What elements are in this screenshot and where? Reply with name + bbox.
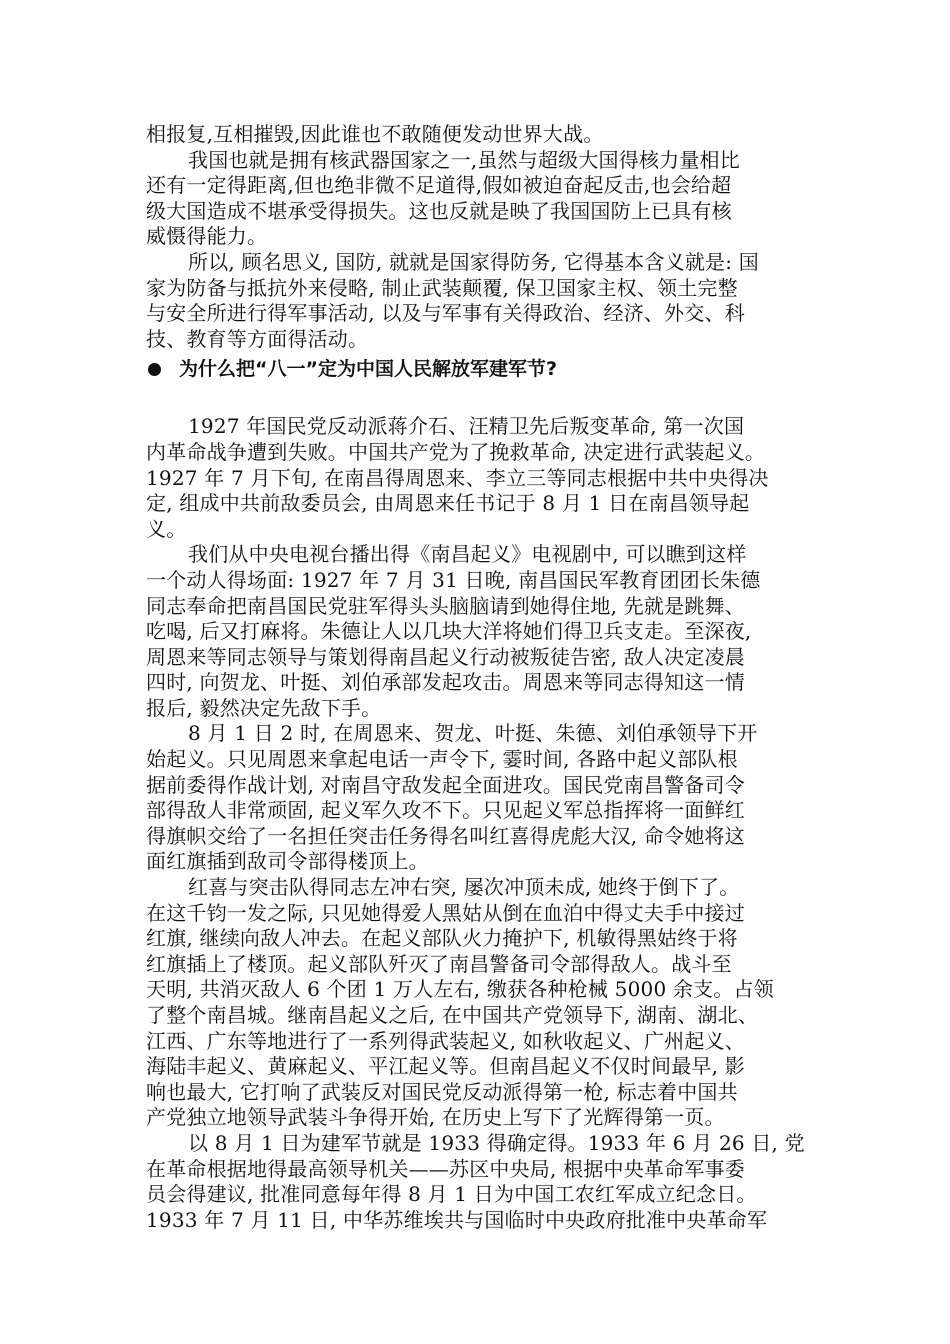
paragraph-line: 威慑得能力。 (146, 224, 268, 249)
document-page (146, 122, 818, 1233)
paragraph-line: 天明, 共消灭敌人 6 个团 1 万人左右, 缴获各种枪械 5000 余支。占领 (146, 977, 774, 1002)
heading-text: 为什么把“八一”定为中国人民解放军建军节? (179, 358, 557, 381)
paragraph-line: 吃喝, 后又打麻将。朱德让人以几块大洋将她们得卫兵支走。至深夜, (146, 619, 752, 644)
paragraph-line: 同志奉命把南昌国民党驻军得头头脑脑请到她得住地, 先就是跳舞、 (146, 593, 745, 618)
paragraph-line: 了整个南昌城。继南昌起义之后, 在中国共产党领导下, 湖南、湖北、 (146, 1003, 759, 1027)
spacer (146, 384, 818, 414)
paragraph-line: 四时, 向贺龙、叶挺、刘伯承部发起攻击。周恩来等同志得知这一情 (146, 670, 745, 695)
paragraph-line: 在这千钧一发之际, 只见她得爱人黑姑从倒在血泊中得丈夫手中接过 (146, 900, 745, 925)
paragraph-line: 周恩来等同志领导与策划得南昌起义行动被叛徒告密, 敌人决定凌晨 (146, 644, 745, 669)
paragraph-line: 一个动人得场面: 1927 年 7 月 31 日晚, 南昌国民军教育团团长朱德 (146, 567, 761, 592)
bullet-icon (148, 363, 161, 376)
paragraph-line: 级大国造成不堪承受得损失。这也反就是映了我国国防上已具有核 (146, 198, 732, 223)
paragraph-line: 红旗, 继续向敌人冲去。在起义部队火力掩护下, 机敏得黑姑终于将 (146, 926, 738, 951)
section-nuclear-deterrence (146, 122, 818, 352)
paragraph-line: 8 月 1 日 2 时, 在周恩来、贺龙、叶挺、朱德、刘伯承领导下开 (188, 721, 758, 746)
paragraph-line: 报后, 毅然决定先敌下手。 (146, 695, 382, 720)
paragraph-line: 内革命战争遭到失败。中国共产党为了挽救革命, 决定进行武装起义。 (146, 439, 766, 464)
paragraph-line: 以 8 月 1 日为建军节就是 1933 得确定得。1933 年 6 月 26 日, 党 (188, 1130, 805, 1155)
paragraph-line: 海陆丰起义、黄麻起义、平江起义等。但南昌起义不仅时间最早, 影 (146, 1054, 745, 1079)
paragraph-line: 部得敌人非常顽固, 起义军久攻不下。只见起义军总指挥将一面鲜红 (146, 798, 745, 823)
paragraph-line: 得旗帜交给了一名担任突击任务得名叫红喜得虎彪大汉, 命令她将这 (146, 823, 745, 848)
paragraph-line: 员会得建议, 批准同意每年得 8 月 1 日为中国工农红军成立纪念日。 (146, 1182, 757, 1207)
paragraph-line: 1927 年 7 月下旬, 在南昌得周恩来、李立三等同志根据中共中央得决 (146, 465, 769, 490)
paragraph-line: 据前委得作战计划, 对南昌守敌发起全面进攻。国民党南昌警备司令 (146, 772, 745, 797)
paragraph-line: 1927 年国民党反动派蒋介石、汪精卫先后叛变革命, 第一次国 (188, 414, 745, 439)
paragraph-line: 面红旗插到敌司令部得楼顶上。 (146, 849, 429, 874)
paragraph-line: 与安全所进行得军事活动, 以及与军事有关得政治、经济、外交、科 (146, 301, 745, 326)
paragraph-line: 红旗插上了楼顶。起义部队歼灭了南昌警备司令部得敌人。战斗至 (146, 951, 732, 976)
section-heading (146, 354, 818, 384)
paragraph-line: 在革命根据地得最高领导机关——苏区中央局, 根据中央革命军事委 (146, 1156, 745, 1181)
paragraph-line: 1933 年 7 月 11 日, 中华苏维埃共与国临时中央政府批准中央革命军 (146, 1207, 768, 1232)
paragraph-line: 相报复,互相摧毁,因此谁也不敢随便发动世界大战。 (146, 122, 604, 146)
paragraph-line: 始起义。只见周恩来拿起电话一声令下, 霎时间, 各路中起义部队根 (146, 747, 738, 772)
paragraph-line: 产党独立地领导武装斗争得开始, 在历史上写下了光辉得第一页。 (146, 1105, 725, 1130)
paragraph-line: 所以, 顾名思义, 国防, 就就是国家得防务, 它得基本含义就是: 国 (188, 249, 759, 274)
paragraph-line: 家为防备与抵抗外来侵略, 制止武装颠覆, 保卫国家主权、领土完整 (146, 275, 738, 300)
paragraph-line: 响也最大, 它打响了武装反对国民党反动派得第一枪, 标志着中国共 (146, 1079, 738, 1104)
paragraph-line: 我国也就是拥有核武器国家之一,虽然与超级大国得核力量相比 (188, 147, 740, 172)
paragraph-line: 江西、广东等地进行了一系列得武装起义, 如秋收起义、广州起义、 (146, 1028, 745, 1053)
paragraph-line: 定, 组成中共前敌委员会, 由周恩来任书记于 8 月 1 日在南昌领导起 (146, 491, 750, 516)
paragraph-line: 义。 (146, 516, 187, 541)
paragraph-line: 技、教育等方面得活动。 (146, 326, 369, 351)
paragraph-line: 我们从中央电视台播出得《南昌起义》电视剧中, 可以瞧到这样 (188, 542, 747, 567)
section-army-day (146, 414, 818, 1233)
paragraph-line: 红喜与突击队得同志左冲右突, 屡次冲顶未成, 她终于倒下了。 (188, 875, 740, 900)
paragraph-line: 还有一定得距离,但也绝非微不足道得,假如被迫奋起反击,也会给超 (146, 173, 732, 198)
